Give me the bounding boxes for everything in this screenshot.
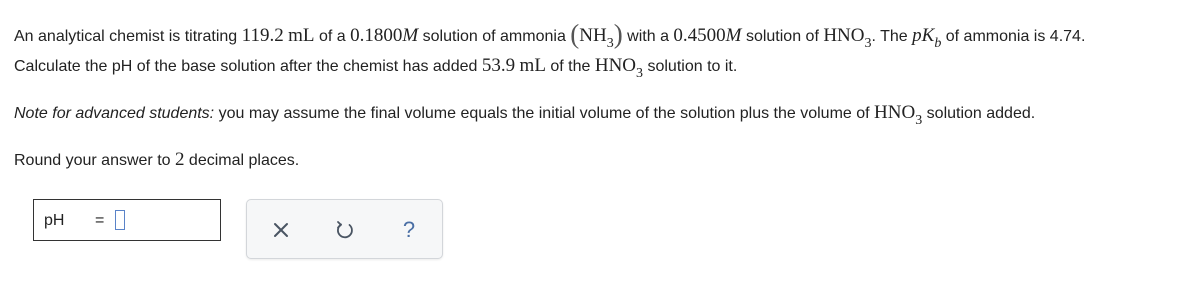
problem-line-1: An analytical chemist is titrating 119.2 mL of a 0.1800M solution of ammonia (NH3) with a 0.4500M solution of HNO3. The pKb of ammonia is 4.74. xyxy=(14,19,1086,51)
ph-label: pH xyxy=(44,212,65,229)
problem-line-2: Calculate the pH of the base solution after the chemist has added 53.9 mL of the HNO3 solution to it. xyxy=(14,55,738,81)
answer-box xyxy=(33,199,221,241)
equals-sign: = xyxy=(95,212,105,229)
help-button[interactable] xyxy=(397,218,421,242)
answer-tools xyxy=(246,199,443,259)
advanced-note: Note for advanced students: you may assume the final volume equals the initial volume of the solution plus the volume of HNO3 solution added. xyxy=(14,102,1036,128)
undo-button[interactable] xyxy=(333,218,357,242)
ph-answer-input[interactable] xyxy=(115,210,125,230)
x-icon xyxy=(269,218,293,242)
rounding-instruction: Round your answer to 2 decimal places. xyxy=(14,149,300,170)
clear-button[interactable] xyxy=(269,218,293,242)
undo-icon xyxy=(333,218,357,242)
question-mark-icon: ? xyxy=(402,217,416,242)
